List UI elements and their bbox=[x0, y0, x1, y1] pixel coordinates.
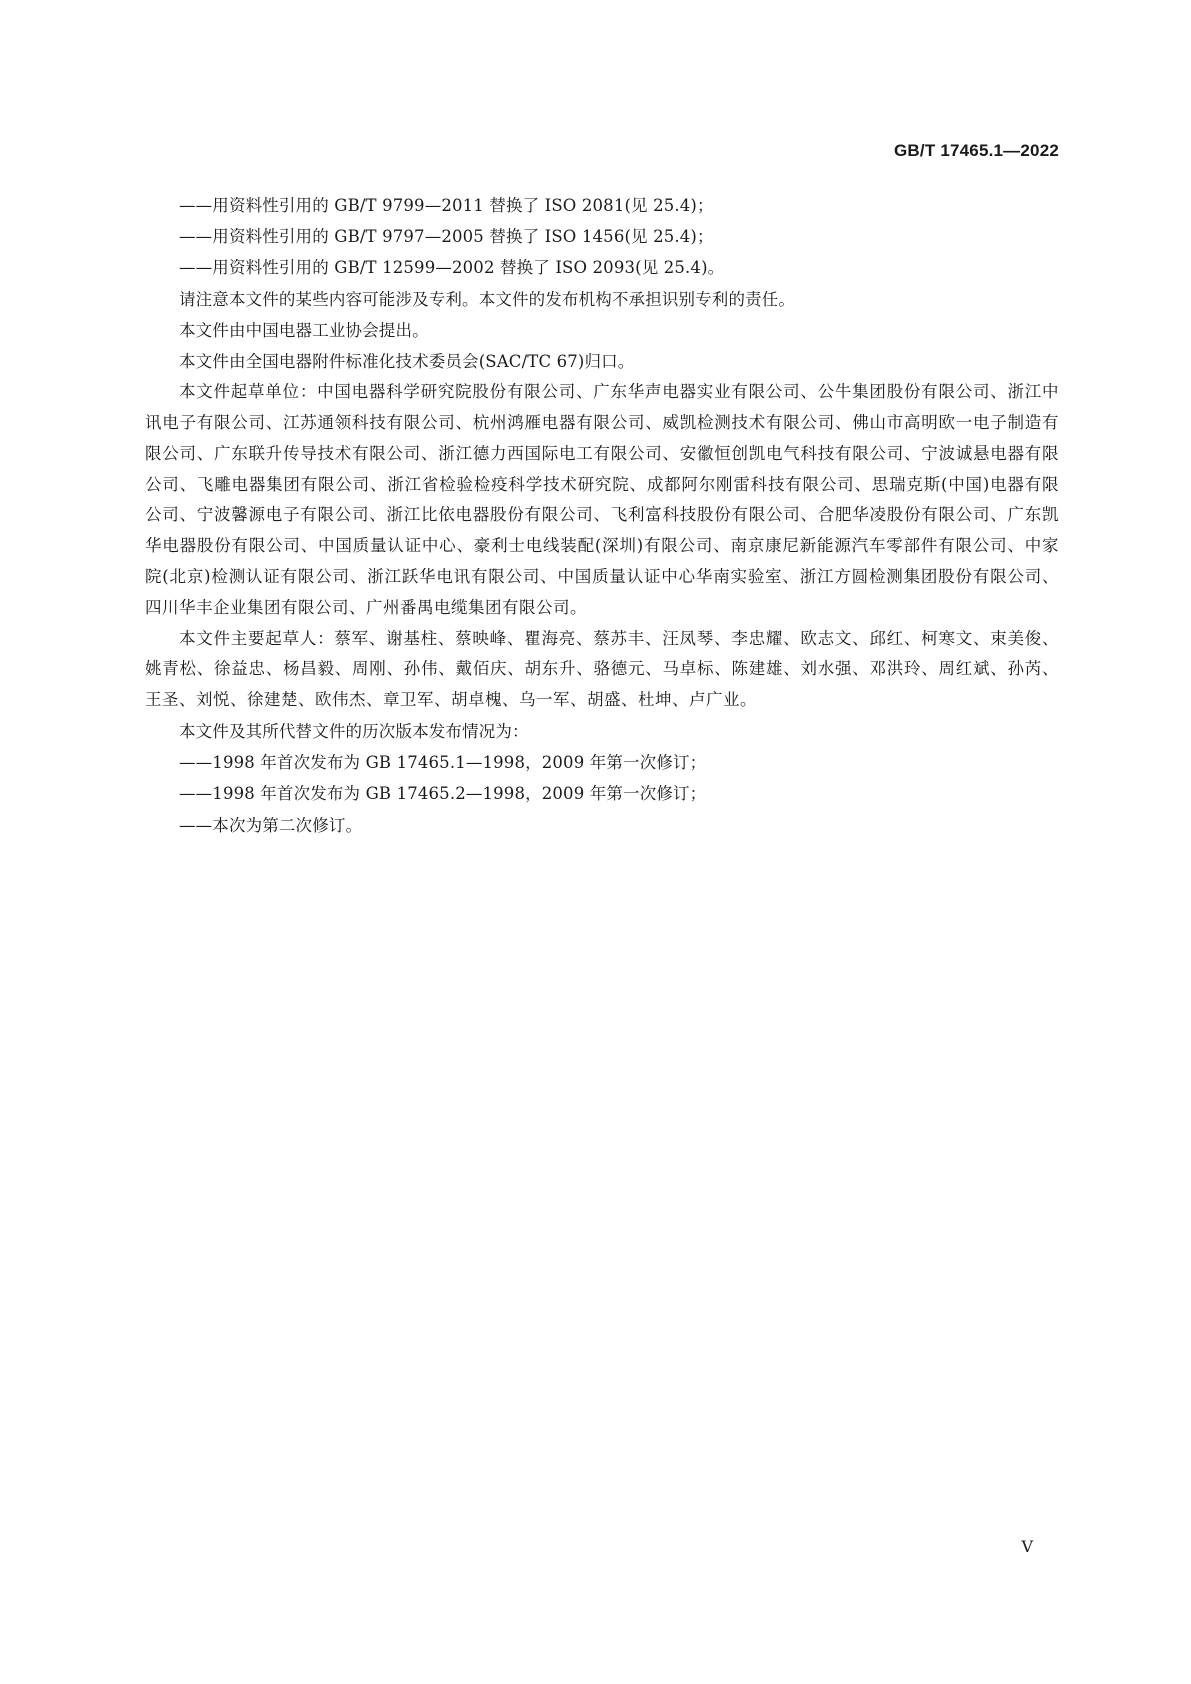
document-body bbox=[145, 190, 1059, 841]
page-number: V bbox=[1021, 1537, 1033, 1556]
history-item: ——1998 年首次发布为 GB 17465.1—1998，2009 年第一次修订； bbox=[179, 753, 707, 773]
proposer-statement: 本文件由中国电器工业协会提出。 bbox=[179, 320, 429, 340]
technical-committee-statement: 本文件由全国电器附件标准化技术委员会(SAC/TC 67)归口。 bbox=[179, 352, 635, 372]
standard-code: GB/T 17465.1—2022 bbox=[894, 141, 1059, 160]
drafters-paragraph: 本文件主要起草人：蔡军、谢基柱、蔡映峰、瞿海亮、蔡苏丰、汪凤琴、李忠耀、欧志文、邱红、柯寒文、束美俊、姚青松、徐益忠、杨昌毅、周刚、孙伟、戴佰庆、胡东升、骆德元、马卓标、陈建雄、刘水强、邓洪玲、周红斌、孙芮、王圣、刘悦、徐建楚、欧伟杰、章卫军、胡卓槐、乌一军、胡盛、杜坤、卢广业。 bbox=[145, 628, 1059, 710]
history-item: ——本次为第二次修订。 bbox=[179, 815, 363, 835]
history-item: ——1998 年首次发布为 GB 17465.2—1998，2009 年第一次修订； bbox=[179, 784, 707, 804]
patent-notice: 请注意本文件的某些内容可能涉及专利。本文件的发布机构不承担识别专利的责任。 bbox=[179, 289, 796, 309]
drafting-units-paragraph: 本文件起草单位：中国电器科学研究院股份有限公司、广东华声电器实业有限公司、公牛集团股份有限公司、浙江中讯电子有限公司、江苏通领科技有限公司、杭州鸿雁电器有限公司、威凯检测技术有限公司、佛山市高明欧一电子制造有限公司、广东联升传导技术有限公司、浙江德力西国际电工有限公司、安徽恒创凯电气科技有限公司、宁波诚悬电器有限公司、飞雕电器集团有限公司、浙江省检验检疫科学技术研究院、成都阿尔刚雷科技有限公司、思瑞克斯(中国)电器有限公司、宁波馨源电子有限公司、浙江比依电器股份有限公司、飞利富科技股份有限公司、合肥华凌股份有限公司、广东凯华电器股份有限公司、中国质量认证中心、豪利士电线装配(深圳)有限公司、南京康尼新能源汽车零部件有限公司、中家院(北京)检测认证有限公司、浙江跃华电讯有限公司、中国质量认证中心华南实验室、浙江方圆检测集团股份有限公司、四川华丰企业集团有限公司、广州番禺电缆集团有限公司。 bbox=[145, 382, 1059, 617]
list-item: ——用资料性引用的 GB/T 12599—2002 替换了 ISO 2093(见 25.4)。 bbox=[179, 258, 725, 278]
list-item: ——用资料性引用的 GB/T 9799—2011 替换了 ISO 2081(见 25.4)； bbox=[179, 196, 714, 215]
list-item: ——用资料性引用的 GB/T 9797—2005 替换了 ISO 1456(见 25.4)； bbox=[179, 227, 714, 247]
history-intro: 本文件及其所代替文件的历次版本发布情况为： bbox=[179, 721, 529, 741]
